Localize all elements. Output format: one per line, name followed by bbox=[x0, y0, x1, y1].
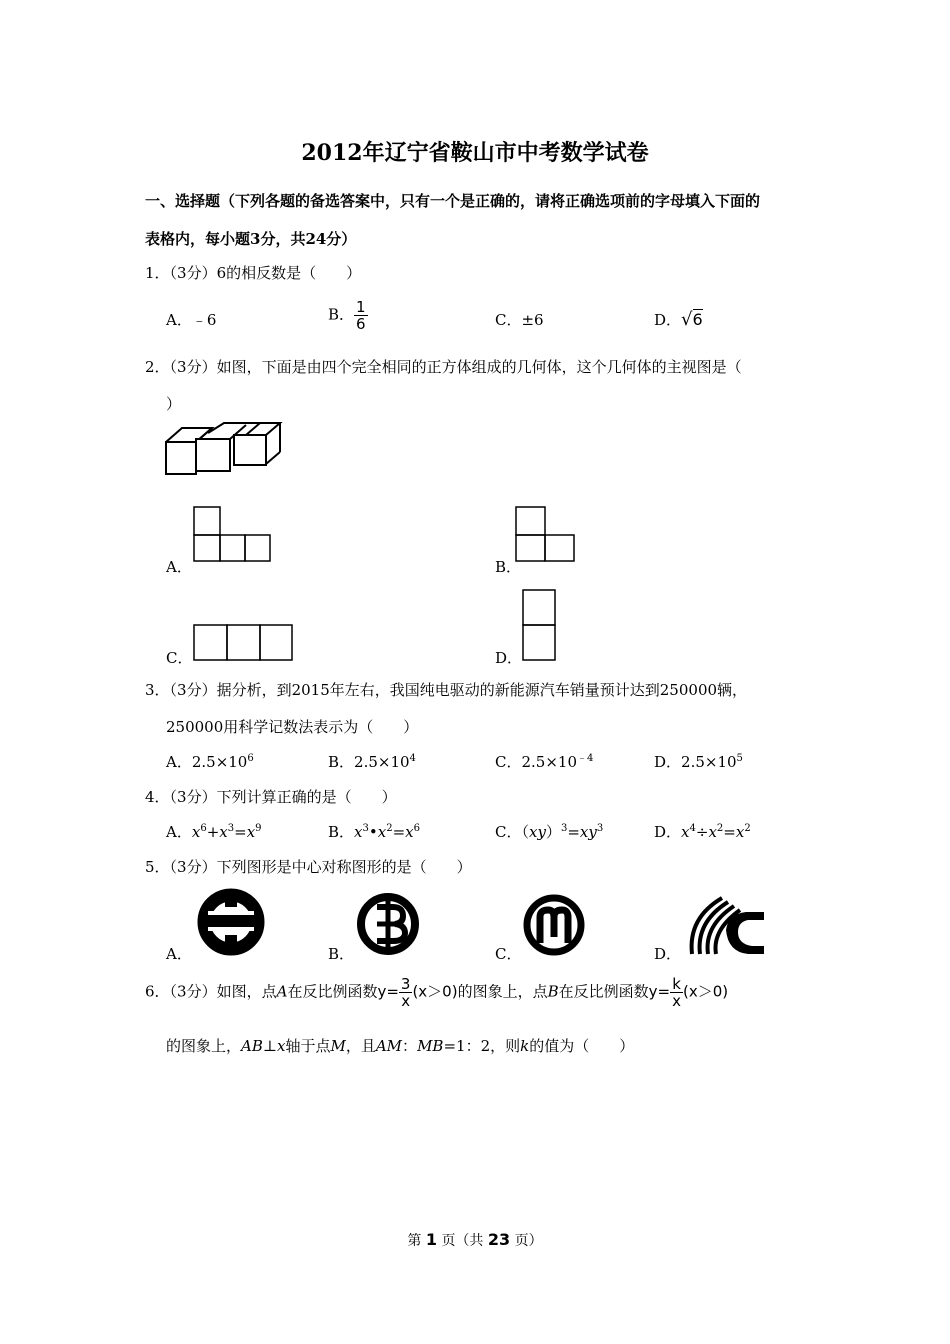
q2-option-a-figure bbox=[193, 506, 273, 564]
question-3-stem-line1: 3．（3分）据分析，到2015年左右，我国纯电驱动的新能源汽车销量预计达到250000辆， bbox=[145, 681, 748, 699]
q6-text: 6．（3分）如图，点 bbox=[145, 982, 277, 1001]
fraction-denominator: x bbox=[672, 992, 681, 1010]
q2-option-d-figure bbox=[522, 589, 560, 665]
q6-text: 的图象上，点 bbox=[457, 982, 548, 1001]
exponent: 4 bbox=[409, 753, 416, 764]
q4-option-b-label: B． bbox=[328, 823, 355, 841]
q1-option-c: C．±6 bbox=[495, 311, 544, 329]
q6-text: 轴于点 bbox=[285, 1037, 331, 1055]
function-condition: (x＞0) bbox=[412, 982, 458, 1001]
question-2-stem: 2．（3分）如图，下面是由四个完全相同的正方体组成的几何体，这个几何体的主视图是（ bbox=[145, 358, 742, 376]
q4-option-a-label: A． bbox=[166, 823, 192, 841]
q6-text: ，且 bbox=[345, 1037, 376, 1055]
question-5-stem: 5．（3分）下列图形是中心对称图形的是（ ） bbox=[145, 858, 472, 876]
sqrt-symbol: √ bbox=[681, 309, 693, 330]
point-a: A bbox=[276, 982, 288, 1001]
q2-option-d-label: D． bbox=[495, 649, 523, 667]
q2-option-b-label: B． bbox=[495, 558, 522, 576]
fraction-numerator: k bbox=[670, 976, 683, 993]
page-number: 1 bbox=[425, 1230, 437, 1249]
question-6-stem-line2 bbox=[166, 1035, 634, 1056]
q6-text: ： bbox=[402, 1037, 418, 1055]
exponent: ﹣4 bbox=[577, 753, 594, 764]
q3-option-b-text: B．2.5×10 bbox=[328, 753, 410, 771]
q3-option-b bbox=[328, 751, 416, 772]
q6-text: 的图象上， bbox=[166, 1037, 242, 1055]
function-y: y= bbox=[648, 982, 671, 1001]
question-2-stem-end: ） bbox=[166, 395, 182, 413]
fraction-3-over-x bbox=[399, 976, 413, 1009]
exponent: 6 bbox=[247, 753, 254, 764]
segment-ab: AB bbox=[241, 1037, 263, 1055]
q5-option-b-logo bbox=[355, 891, 421, 957]
question-4-stem: 4．（3分）下列计算正确的是（ ） bbox=[145, 788, 397, 806]
q5-option-c-logo bbox=[522, 893, 586, 957]
q5-option-a-label: A． bbox=[166, 945, 192, 963]
q4-option-c-label: C． bbox=[495, 823, 522, 841]
function-condition: (x＞0) bbox=[682, 982, 729, 1001]
question-1-stem: 1．（3分）6的相反数是（ ） bbox=[145, 264, 362, 282]
footer-text: 页（共 bbox=[441, 1233, 484, 1249]
exponent: 5 bbox=[736, 753, 743, 764]
q3-option-d bbox=[654, 751, 743, 772]
q3-option-c bbox=[495, 751, 593, 772]
point-m: M bbox=[330, 1037, 346, 1055]
sqrt-radicand: 6 bbox=[692, 310, 703, 329]
q6-text: 在反比例函数 bbox=[287, 982, 378, 1001]
q3-option-a bbox=[166, 751, 254, 772]
q1-option-b-fraction bbox=[354, 299, 368, 332]
q1-option-d-label: D． bbox=[654, 311, 682, 329]
q4-option-c: C．$(xy)^3=xy^3$ bbox=[495, 823, 604, 841]
point-b: B bbox=[547, 982, 559, 1001]
q6-text: 在反比例函数 bbox=[558, 982, 649, 1001]
q4-option-d-label: D． bbox=[654, 823, 682, 841]
fraction-numerator: 3 bbox=[400, 975, 411, 993]
function-y: y= bbox=[377, 982, 399, 1001]
section-heading-line2: 表格内，每小题3分，共24分） bbox=[145, 230, 357, 248]
q1-option-d bbox=[654, 309, 703, 330]
q1-option-b bbox=[328, 299, 368, 332]
fraction-denominator: x bbox=[401, 992, 411, 1010]
q4-option-b: B．$x^3•x^2=x^6$ bbox=[328, 823, 420, 841]
q3-option-c-text: C．2.5×10 bbox=[495, 753, 577, 771]
q3-option-d-text: D．2.5×10 bbox=[654, 753, 737, 771]
q5-option-d-label: D． bbox=[654, 945, 682, 963]
q2-option-c-figure bbox=[193, 624, 297, 664]
page-footer bbox=[0, 1230, 950, 1250]
variable-k: k bbox=[520, 1037, 530, 1055]
q5-option-b-label: B． bbox=[328, 945, 355, 963]
q6-text: =1：2，则 bbox=[443, 1037, 521, 1055]
page-total: 23 bbox=[487, 1230, 511, 1249]
fraction-k-over-x bbox=[670, 976, 683, 1009]
segment-am: AM bbox=[375, 1037, 403, 1055]
footer-text: 第 bbox=[407, 1233, 422, 1249]
q2-option-b-figure bbox=[515, 506, 579, 564]
perp-symbol: ⊥ bbox=[262, 1037, 277, 1055]
question-6-stem-line1 bbox=[145, 976, 728, 1009]
q3-option-a-text: A．2.5×10 bbox=[166, 753, 248, 771]
q4-option-a: A．$x^6+x^3=x^9$ bbox=[166, 823, 262, 841]
footer-text: 页） bbox=[514, 1233, 543, 1249]
q1-option-a: A．﹣6 bbox=[166, 311, 217, 329]
x-axis-var: x bbox=[276, 1037, 286, 1055]
q6-text: 的值为（ ） bbox=[529, 1037, 635, 1055]
fraction-denominator: 6 bbox=[356, 315, 366, 333]
fraction-numerator: 1 bbox=[356, 298, 366, 316]
q2-cube-solid-figure bbox=[162, 420, 286, 478]
q2-option-c-label: C． bbox=[166, 649, 193, 667]
segment-mb: MB bbox=[417, 1037, 444, 1055]
q5-option-d-logo bbox=[682, 892, 766, 958]
q4-option-d: D．$x^4\div x^2=x^2$ bbox=[654, 823, 751, 841]
q5-option-c-label: C． bbox=[495, 945, 522, 963]
section-heading-line1: 一、选择题（下列各题的备选答案中，只有一个是正确的，请将正确选项前的字母填入下面的 bbox=[145, 192, 761, 210]
page-title: 2012年辽宁省鞍山市中考数学试卷 bbox=[301, 140, 649, 166]
question-3-stem-line2: 250000用科学记数法表示为（ ） bbox=[166, 718, 419, 736]
q2-option-a-label: A． bbox=[166, 558, 192, 576]
q5-option-a-logo bbox=[196, 887, 266, 957]
q1-option-b-label: B． bbox=[328, 305, 355, 324]
